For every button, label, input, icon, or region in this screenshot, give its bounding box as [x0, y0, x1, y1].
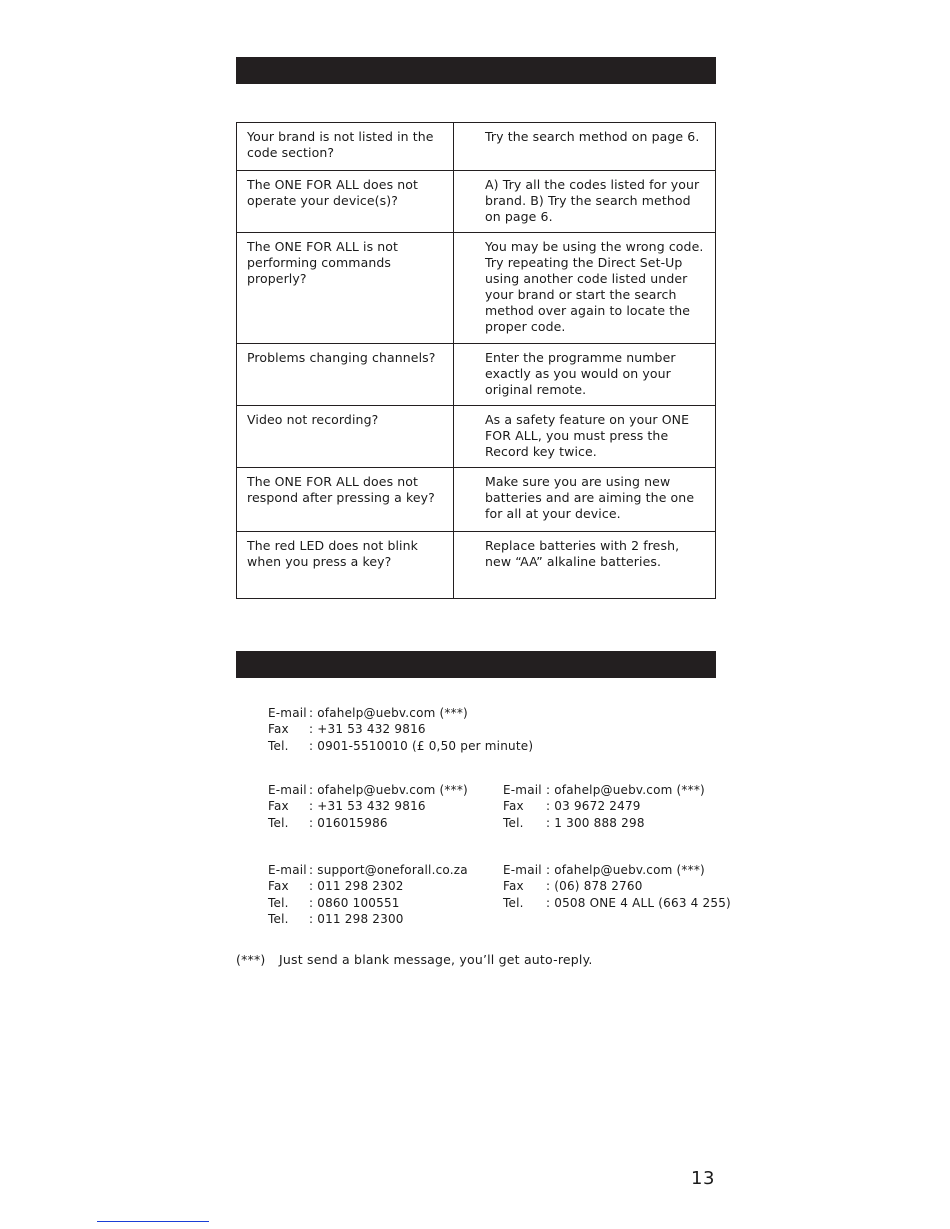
tel-label: Tel. — [503, 895, 524, 910]
email-value: : ofahelp@uebv.com (***) — [309, 783, 468, 797]
table-row — [237, 233, 716, 344]
tel-label: Tel. — [268, 738, 289, 753]
fax-value: : 011 298 2302 — [309, 879, 404, 894]
tel-value: : 0901-5510010 (£ 0,50 per minute) — [309, 738, 534, 753]
email-label: E-mail — [268, 706, 307, 720]
fax-value: : +31 53 432 9816 — [309, 722, 426, 737]
fax-value: : (06) 878 2760 — [546, 879, 643, 894]
tel-label: Tel. — [268, 895, 289, 910]
fax-label: Fax — [268, 879, 289, 894]
question-cell: The red LED does not blink when you press a key? — [237, 532, 454, 599]
answer-cell: A) Try all the codes listed for your brand. B) Try the search method on page 6. — [454, 171, 716, 233]
fax-value: : +31 53 432 9816 — [309, 799, 426, 814]
email-value: : support@oneforall.co.za — [309, 863, 468, 877]
question-cell: The ONE FOR ALL does not operate your device(s)? — [237, 171, 454, 233]
footnote — [236, 952, 593, 968]
footnote-text: Just send a blank message, you’ll get auto-reply. — [279, 952, 593, 967]
email-value: : ofahelp@uebv.com (***) — [546, 783, 705, 797]
tel-label: Tel. — [268, 815, 289, 830]
answer-cell: You may be using the wrong code. Try repeating the Direct Set-Up using another code listed under your brand or start the search method over again to locate the proper code. — [454, 233, 716, 344]
page-number: 13 — [691, 1168, 715, 1189]
tel-value: : 0508 ONE 4 ALL (663 4 255) — [546, 895, 731, 910]
question-cell: The ONE FOR ALL is not performing commands properly? — [237, 233, 454, 344]
table-row — [237, 344, 716, 406]
table-row — [237, 406, 716, 468]
email-value: : ofahelp@uebv.com (***) — [546, 863, 705, 877]
email-label: E-mail — [268, 783, 307, 797]
table-row — [237, 532, 716, 599]
question-cell: Video not recording? — [237, 406, 454, 468]
tel-value: : 011 298 2300 — [309, 912, 404, 927]
section-header-bar-customer-service — [236, 651, 716, 678]
fax-label: Fax — [503, 879, 524, 894]
tel-value: : 1 300 888 298 — [546, 815, 645, 830]
email-value: : ofahelp@uebv.com (***) — [309, 706, 468, 720]
footnote-mark: (***) — [236, 952, 266, 967]
fax-label: Fax — [503, 799, 524, 814]
table-row — [237, 123, 716, 171]
question-cell: Problems changing channels? — [237, 344, 454, 406]
answer-cell: As a safety feature on your ONE FOR ALL, you must press the Record key twice. — [454, 406, 716, 468]
tel-label: Tel. — [268, 912, 289, 927]
fax-value: : 03 9672 2479 — [546, 799, 641, 814]
section-header-bar-troubleshooting — [236, 57, 716, 84]
question-cell: The ONE FOR ALL does not respond after pressing a key? — [237, 468, 454, 532]
email-label: E-mail — [503, 783, 542, 797]
answer-cell: Make sure you are using new batteries and are aiming the one for all at your device. — [454, 468, 716, 532]
fax-label: Fax — [268, 799, 289, 814]
faq-table — [236, 122, 716, 599]
table-row — [237, 171, 716, 233]
answer-cell: Enter the programme number exactly as you would on your original remote. — [454, 344, 716, 406]
answer-cell: Try the search method on page 6. — [454, 123, 716, 171]
question-cell: Your brand is not listed in the code section? — [237, 123, 454, 171]
tel-value: : 016015986 — [309, 815, 388, 830]
table-row — [237, 468, 716, 532]
tel-label: Tel. — [503, 815, 524, 830]
tel-value: : 0860 100551 — [309, 895, 400, 910]
email-label: E-mail — [268, 863, 307, 877]
answer-cell: Replace batteries with 2 fresh, new “AA” alkaline batteries. — [454, 532, 716, 599]
email-label: E-mail — [503, 863, 542, 877]
footer-rule — [97, 1221, 209, 1222]
fax-label: Fax — [268, 722, 289, 737]
